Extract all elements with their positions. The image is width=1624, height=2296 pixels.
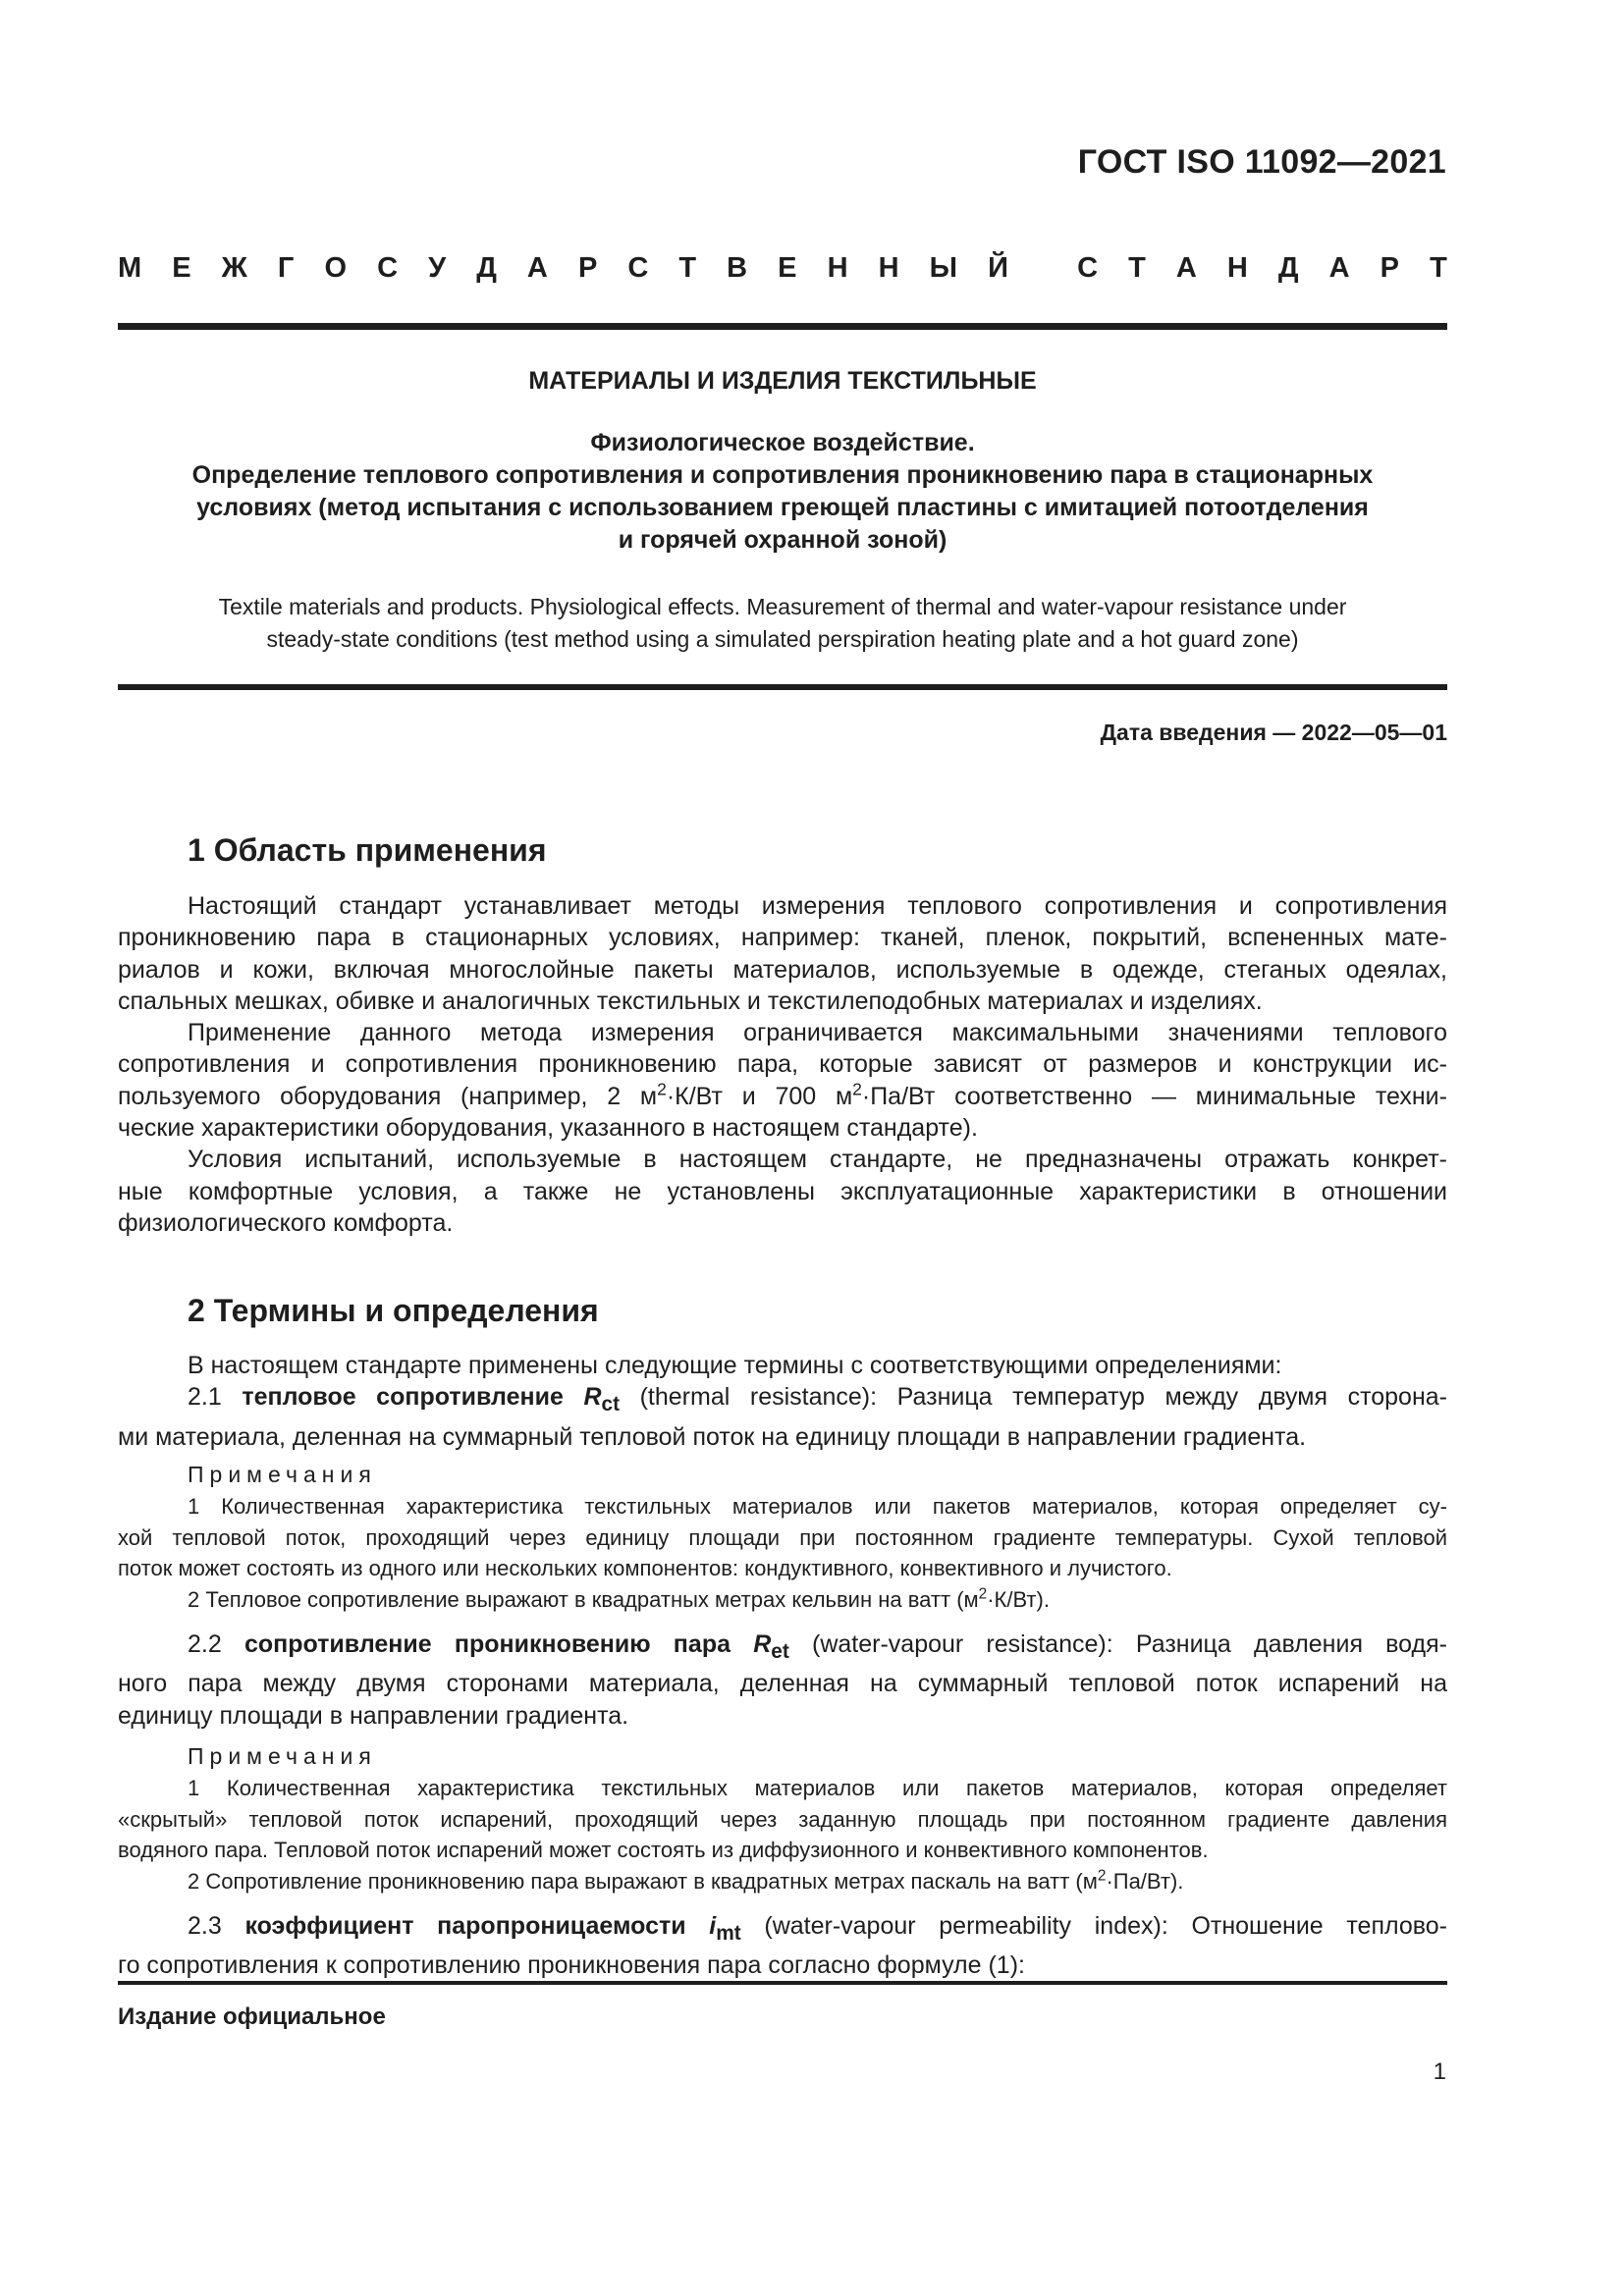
- paragraph-line: Настоящий стандарт устанавливает методы измерения теплового сопротивления и сопротивления: [188, 892, 1447, 920]
- text-run: (thermal resistance): Разница температур между двумя сторона-: [620, 1383, 1447, 1412]
- paragraph-line: ческие характеристики оборудования, указанного в настоящем стандарте).: [118, 1114, 978, 1143]
- term-symbol-subscript: mt: [716, 1922, 741, 1945]
- banner-letter: О: [324, 252, 347, 284]
- banner-letter: Т: [1128, 252, 1146, 284]
- banner-letter: А: [1328, 252, 1350, 284]
- banner-letter: Ы: [929, 252, 957, 284]
- notes-heading: Примечания: [188, 1462, 377, 1487]
- date-of-introduction: Дата введения — 2022—05—01: [1100, 720, 1447, 745]
- text-run: ·Па/Вт).: [1106, 1868, 1184, 1894]
- note-line: [118, 1866, 1447, 1897]
- superscript: 2: [657, 1079, 667, 1099]
- banner-letter: Н: [878, 252, 899, 284]
- paragraph-line: [118, 1381, 1447, 1420]
- english-title: [118, 591, 1447, 656]
- section-1-heading: 1 Область применения: [188, 832, 547, 868]
- paragraph-line: сопротивления и сопротивления проникновению пара, которые зависят от размеров и конструкции ис-: [118, 1050, 1447, 1079]
- term-2-3: [118, 1910, 1447, 1982]
- term-number: 2.2: [188, 1630, 244, 1658]
- paragraph-line: ного пара между двумя сторонами материала, деленная на суммарный тепловой поток испарений на: [118, 1670, 1447, 1698]
- standard-number: ГОСТ ISO 11092—2021: [1077, 143, 1446, 181]
- note-line: хой тепловой поток, проходящий через единицу площади при постоянном градиенте температуры. Сухой тепловой: [118, 1524, 1447, 1550]
- page-number: 1: [1433, 2058, 1446, 2085]
- document-title: МАТЕРИАЛЫ И ИЗДЕЛИЯ ТЕКСТИЛЬНЫЕ: [528, 367, 1037, 395]
- notes-block: [118, 1773, 1447, 1896]
- english-title-line: Textile materials and products. Physiological effects. Measurement of thermal and water-vapour resistance under: [218, 594, 1347, 619]
- banner-letter: Е: [778, 252, 797, 284]
- text-run: 2 Тепловое сопротивление выражают в квадратных метрах кельвин на ватт (м: [188, 1586, 979, 1612]
- footer-rule: [118, 1981, 1447, 1985]
- banner-letter: Г: [277, 252, 295, 284]
- term-2-1: [118, 1350, 1447, 1453]
- notes-heading: Примечания: [188, 1743, 377, 1769]
- banner-gap: [1039, 252, 1047, 285]
- paragraph-line: риалов и кожи, включая многослойные пакеты материалов, используемые в одежде, стеганых одеялах,: [118, 955, 1447, 984]
- term-number: 2.3: [188, 1912, 245, 1940]
- term-symbol-subscript: ct: [601, 1393, 621, 1416]
- subtitle-line: и горячей охранной зоной): [618, 526, 947, 554]
- superscript: 2: [978, 1585, 988, 1603]
- term-number: 2.1: [188, 1383, 243, 1412]
- notes-block: [118, 1491, 1447, 1615]
- banner-letter: Н: [827, 252, 848, 284]
- paragraph-line: ные комфортные условия, а также не установлены эксплуатационные характеристики в отношении: [118, 1177, 1447, 1205]
- banner-letter: Т: [1430, 252, 1447, 284]
- note-line: водяного пара. Тепловой поток испарений может состоять из диффузионного и конвективного компонентов.: [118, 1838, 1209, 1862]
- banner-letter: С: [377, 252, 399, 284]
- banner-letter: Д: [1277, 252, 1299, 284]
- banner-letter: У: [428, 252, 447, 284]
- text-run: пользуемого оборудования (например, 2 м: [118, 1082, 658, 1110]
- title-rule: [118, 684, 1447, 690]
- english-title-line: steady-state conditions (test method using a simulated perspiration heating plate and a hot guard zone): [266, 626, 1299, 652]
- term-name: сопротивление проникновению пара: [244, 1630, 754, 1658]
- paragraph-line: [118, 1910, 1447, 1949]
- paragraph-line: ми материала, деленная на суммарный тепловой поток на единицу площади в направлении градиента.: [118, 1422, 1307, 1451]
- banner-letter: Т: [678, 252, 697, 284]
- term-name: тепловое сопротивление: [242, 1383, 584, 1412]
- note-line: «скрытый» тепловой поток испарений, проходящий через заданную площадь при постоянном градиенте давления: [118, 1806, 1447, 1832]
- term-symbol-subscript: et: [771, 1640, 789, 1663]
- term-name: коэффициент паропроницаемости: [244, 1912, 710, 1940]
- subtitle-line: Определение теплового сопротивления и сопротивления проникновению пара в стационарных: [191, 461, 1374, 489]
- document-subtitle: [118, 427, 1447, 557]
- text-run: (water-vapour resistance): Разница давления водя-: [788, 1630, 1447, 1658]
- note-line: 1 Количественная характеристика текстильных материалов или пакетов материалов, которая определяет су-: [188, 1494, 1447, 1519]
- term-symbol: i: [709, 1912, 717, 1940]
- section-1-body: [118, 890, 1447, 1239]
- subtitle-line: Физиологическое воздействие.: [590, 429, 975, 456]
- note-line: [118, 1584, 1447, 1616]
- banner-letter: Н: [1226, 252, 1248, 284]
- note-line: 1 Количественная характеристика текстильных материалов или пакетов материалов, которая определяет: [188, 1776, 1447, 1800]
- subtitle-line: условиях (метод испытания с использованием греющей пластины с имитацией потоотделения: [196, 494, 1369, 521]
- banner-letter: Е: [172, 252, 191, 284]
- text-run: 2 Сопротивление проникновению пара выражают в квадратных метрах паскаль на ватт (м: [188, 1868, 1098, 1894]
- banner-letter: Р: [577, 252, 598, 284]
- banner-letter: Р: [1380, 252, 1400, 284]
- banner-letter: Ж: [221, 252, 247, 284]
- text-run: ·Па/Вт соответственно — минимальные техни-: [861, 1082, 1447, 1110]
- paragraph-line: единицу площади в направлении градиента.: [118, 1701, 629, 1730]
- paragraph-line: проникновению пара в стационарных условиях, например: тканей, пленок, покрытий, вспененных мате-: [118, 924, 1447, 952]
- paragraph-line: Применение данного метода измерения ограничивается максимальными значениями теплового: [188, 1019, 1447, 1047]
- paragraph-line: В настоящем стандарте применены следующие термины с соответствующими определениями:: [188, 1352, 1282, 1379]
- paragraph-line: физиологического комфорта.: [118, 1208, 454, 1237]
- paragraph-line: Условия испытаний, используемые в настоящем стандарте, не предназначены отражать конкрет-: [188, 1146, 1447, 1174]
- banner-letter: Д: [476, 252, 497, 284]
- banner-letter: А: [526, 252, 548, 284]
- term-2-2: [118, 1629, 1447, 1732]
- paragraph-line: [118, 1081, 1447, 1112]
- term-symbol: R: [583, 1383, 602, 1412]
- paragraph-line: го сопротивления к сопротивлению проникновения пара согласно формуле (1):: [118, 1951, 1025, 1980]
- text-run: (water-vapour permeability index): Отношение теплово-: [740, 1912, 1447, 1940]
- standard-type-banner: [118, 252, 1447, 285]
- superscript: 2: [1097, 1867, 1107, 1885]
- paragraph-line: [118, 1629, 1447, 1668]
- section-2-heading: 2 Термины и определения: [188, 1293, 599, 1328]
- text-run: ·К/Вт).: [987, 1586, 1050, 1612]
- paragraph-line: спальных мешках, обивке и аналогичных текстильных и текстилеподобных материалах и изделиях.: [118, 987, 1263, 1015]
- superscript: 2: [852, 1079, 862, 1099]
- banner-letter: А: [1175, 252, 1197, 284]
- banner-letter: Й: [988, 252, 1008, 284]
- banner-letter: С: [627, 252, 649, 284]
- banner-letter: В: [727, 252, 748, 284]
- banner-letter: М: [118, 252, 142, 284]
- note-line: поток может состоять из одного или нескольких компонентов: кондуктивного, конвективного и лучистого.: [118, 1556, 1172, 1580]
- term-symbol: R: [753, 1630, 772, 1658]
- text-run: ·К/Вт и 700 м: [666, 1082, 853, 1110]
- banner-letter: С: [1077, 252, 1099, 284]
- header-rule: [118, 323, 1447, 330]
- official-edition-label: Издание официальное: [118, 2003, 386, 2030]
